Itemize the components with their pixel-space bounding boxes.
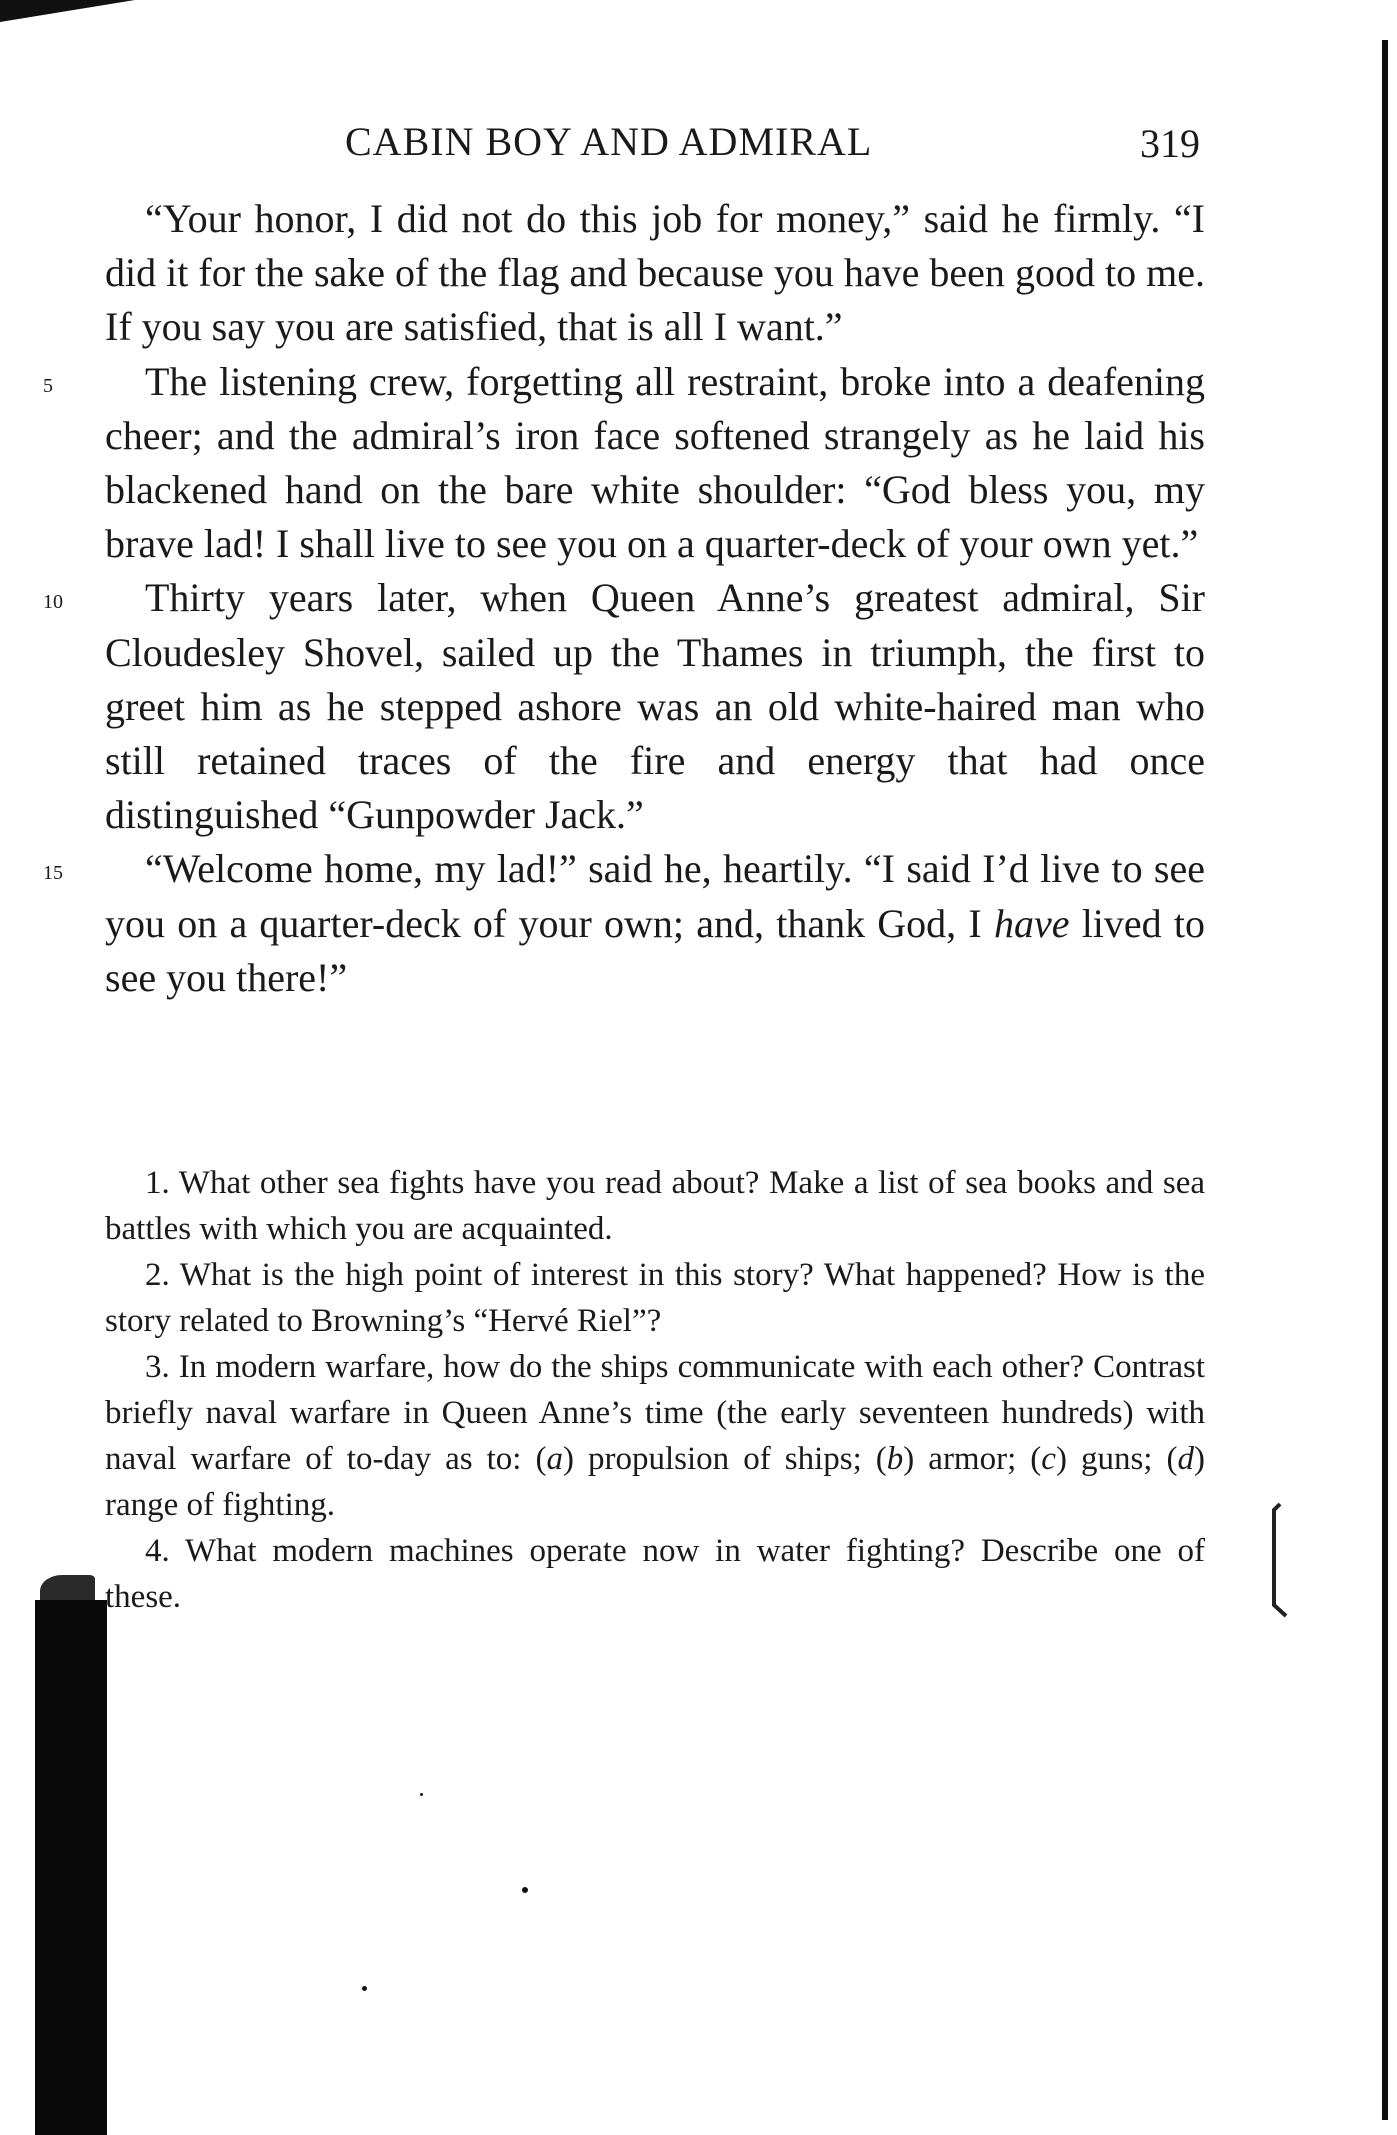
question-text: ) armor; ( xyxy=(903,1441,1042,1477)
question-text: 3. In modern warfare, how do the ships communicate with each other? Contrast briefly naval warfare in Queen Anne’s time (the early seventeen hundreds) with naval warfare of to-day as to: ( xyxy=(105,1349,1205,1477)
paragraph xyxy=(43,571,1205,842)
paragraph-text: “Welcome home, my lad!” said he, heartily. “I said I’d live to see you on a quarter-deck of your own; and, thank God, I xyxy=(105,846,1205,946)
story-text xyxy=(43,192,1206,1005)
question: 2. What is the high point of interest in this story? What happened? How is the story related to Browning’s “Hervé Riel”? xyxy=(105,1257,1205,1339)
paragraph-text: The listening crew, forgetting all restraint, broke into a deafening cheer; and the admiral’s iron face softened strangely as he laid his blackened hand on the bare white shoulder: “God bless you, my brave lad! I shall live to see you on a quarter-deck of your own yet.” xyxy=(105,358,1205,567)
list-letter: a xyxy=(546,1441,563,1477)
question: 1. What other sea fights have you read about? Make a list of sea books and sea battles with which you are acquainted. xyxy=(105,1165,1205,1247)
list-letter: d xyxy=(1177,1441,1194,1477)
paragraph xyxy=(43,355,1205,572)
emphasis: have xyxy=(993,900,1070,946)
paragraph-text: “Your honor, I did not do this job for money,” said he firmly. “I did it for the sake of the flag and because you have been good to me. If you say you are satisfied, that is all I want.” xyxy=(105,196,1205,350)
line-number: 15 xyxy=(43,862,63,885)
scan-left-bar xyxy=(35,1600,107,2135)
question: 4. What modern machines operate now in water fighting? Describe one of these. xyxy=(105,1533,1205,1615)
paragraph-text: Thirty years later, when Queen Anne’s greatest admiral, Sir Cloudesley Shovel, sailed up the Thames in triumph, the first to greet him as he stepped ashore was an old white-haired man who still retained traces of the fire and energy that had once distinguished “Gunpowder Jack.” xyxy=(105,575,1205,838)
list-letter: c xyxy=(1041,1441,1056,1477)
page-number: 319 xyxy=(1140,121,1200,166)
margin-bracket-mark xyxy=(1262,1500,1302,1620)
scan-speck xyxy=(362,1986,367,1991)
scan-corner-artifact xyxy=(0,0,135,24)
question-text: ) guns; ( xyxy=(1055,1441,1178,1477)
line-number: 5 xyxy=(43,374,53,397)
question-text: ) range of fighting. xyxy=(105,1441,1205,1523)
paragraph xyxy=(105,192,1205,355)
paragraph xyxy=(43,842,1206,1005)
scan-speck xyxy=(522,1887,528,1893)
scan-right-edge xyxy=(1382,40,1388,2120)
study-questions xyxy=(105,1160,1205,1620)
line-number: 10 xyxy=(43,591,63,614)
running-title: CABIN BOY AND ADMIRAL xyxy=(345,119,873,164)
question xyxy=(105,1344,1205,1528)
paragraph-text: lived to see you there!” xyxy=(105,900,1206,1000)
list-letter: b xyxy=(886,1441,904,1477)
question-text: ) propulsion of ships; ( xyxy=(563,1441,887,1477)
scan-speck xyxy=(420,1793,423,1796)
